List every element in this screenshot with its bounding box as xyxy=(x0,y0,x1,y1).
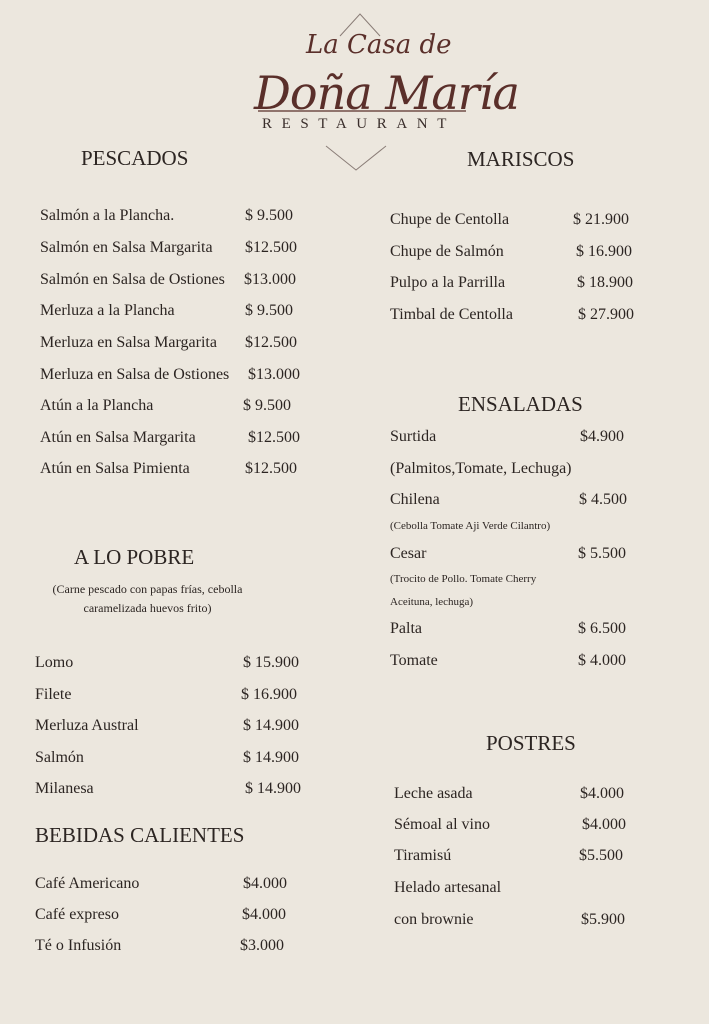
menu-item-price: $ 14.900 xyxy=(243,717,299,734)
menu-item-name: Milanesa xyxy=(35,780,94,797)
menu-item-name: Tomate xyxy=(390,652,438,669)
menu-item-price: $ 15.900 xyxy=(243,654,299,671)
menu-item-price: $ 16.900 xyxy=(576,243,632,260)
menu-item-price: $4.900 xyxy=(580,428,624,445)
menu-item-name: Merluza Austral xyxy=(35,717,139,734)
menu-item-price: $5.500 xyxy=(579,847,623,864)
menu-item-price: $ 18.900 xyxy=(577,274,633,291)
menu-item-note: (Trocito de Pollo. Tomate Cherry xyxy=(390,573,537,585)
section-title-ensaladas: ENSALADAS xyxy=(458,392,583,416)
menu-item-price: $ 27.900 xyxy=(578,306,634,323)
menu-item-name: Café expreso xyxy=(35,906,119,923)
menu-item-price: $ 16.900 xyxy=(241,686,297,703)
section-title-bebidas: BEBIDAS CALIENTES xyxy=(35,823,245,847)
menu-item-name: Atún en Salsa Margarita xyxy=(40,429,196,446)
menu-item-note: (Cebolla Tomate Aji Verde Cilantro) xyxy=(390,520,551,532)
menu-item-price: $4.000 xyxy=(580,785,624,802)
menu-item-price: $ 4.000 xyxy=(578,652,626,669)
menu-item-name: Salmón en Salsa Margarita xyxy=(40,239,213,256)
menu-item-price: $4.000 xyxy=(582,816,626,833)
menu-item-price: $ 6.500 xyxy=(578,620,626,637)
menu-item-note: (Palmitos,Tomate, Lechuga) xyxy=(390,460,572,477)
menu-item-price: $12.500 xyxy=(245,460,297,477)
menu-item-note: Aceituna, lechuga) xyxy=(390,596,474,608)
menu-item-price: $ 14.900 xyxy=(243,749,299,766)
menu-item-name: Té o Infusión xyxy=(35,937,122,954)
menu-item-name: Merluza en Salsa de Ostiones xyxy=(40,366,230,383)
menu-item-price: $12.500 xyxy=(248,429,300,446)
a-lo-pobre-note-line2: caramelizada huevos frito) xyxy=(83,601,212,615)
menu-item-name: Chupe de Salmón xyxy=(390,243,504,260)
menu-item-name: Salmón a la Plancha. xyxy=(40,207,175,224)
section-title-postres: POSTRES xyxy=(486,731,576,755)
section-title-a-lo-pobre: A LO POBRE xyxy=(74,545,195,569)
menu-item-price: $13.000 xyxy=(248,366,300,383)
menu-item-price: $4.000 xyxy=(243,875,287,892)
menu-item-name: Atún a la Plancha xyxy=(40,397,154,414)
menu-item-name: Helado artesanal xyxy=(394,879,502,896)
logo-line2: Doña María xyxy=(254,66,519,120)
menu-item-price: $12.500 xyxy=(245,334,297,351)
menu-item-name: Palta xyxy=(390,620,422,637)
menu-item-price: $4.000 xyxy=(242,906,286,923)
menu-item-name: Merluza a la Plancha xyxy=(40,302,175,319)
menu-item-price: $ 21.900 xyxy=(573,211,629,228)
menu-item-name: Merluza en Salsa Margarita xyxy=(40,334,217,351)
menu-item-price: $ 5.500 xyxy=(578,545,626,562)
menu-item-price: $ 9.500 xyxy=(245,302,293,319)
menu-item-name: Leche asada xyxy=(394,785,473,802)
menu-item-price: $ 14.900 xyxy=(245,780,301,797)
menu-item-price: $5.900 xyxy=(581,911,625,928)
section-title-mariscos: MARISCOS xyxy=(467,147,575,171)
menu-item-name: Chupe de Centolla xyxy=(390,211,510,228)
menu-item-name: Timbal de Centolla xyxy=(390,306,513,323)
logo-subtitle: RESTAURANT xyxy=(262,116,456,132)
menu-item-name: Salmón en Salsa de Ostiones xyxy=(40,271,225,288)
menu-item-name: Tiramisú xyxy=(394,847,452,864)
menu-item-name: Surtida xyxy=(390,428,437,445)
menu-item-name: Sémoal al vino xyxy=(394,816,490,833)
menu-item-name: Café Americano xyxy=(35,875,140,892)
menu-item-price: $13.000 xyxy=(244,271,296,288)
menu-item-name: Pulpo a la Parrilla xyxy=(390,274,506,291)
menu-item-name-cont: con brownie xyxy=(394,911,474,928)
menu-item-price: $12.500 xyxy=(245,239,297,256)
menu-item-name: Chilena xyxy=(390,491,440,508)
menu-item-price: $ 9.500 xyxy=(245,207,293,224)
menu-item-name: Filete xyxy=(35,686,72,703)
section-title-pescados: PESCADOS xyxy=(81,146,189,170)
menu-item-price: $ 9.500 xyxy=(243,397,291,414)
menu-item-name: Lomo xyxy=(35,654,74,671)
menu-item-name: Salmón xyxy=(35,749,84,766)
menu-item-name: Atún en Salsa Pimienta xyxy=(40,460,190,477)
menu-item-price: $3.000 xyxy=(240,937,284,954)
a-lo-pobre-note-line1: (Carne pescado con papas frías, cebolla xyxy=(52,582,243,596)
logo-line1: La Casa de xyxy=(306,30,452,60)
menu-item-price: $ 4.500 xyxy=(579,491,627,508)
menu-item-name: Cesar xyxy=(390,545,427,562)
